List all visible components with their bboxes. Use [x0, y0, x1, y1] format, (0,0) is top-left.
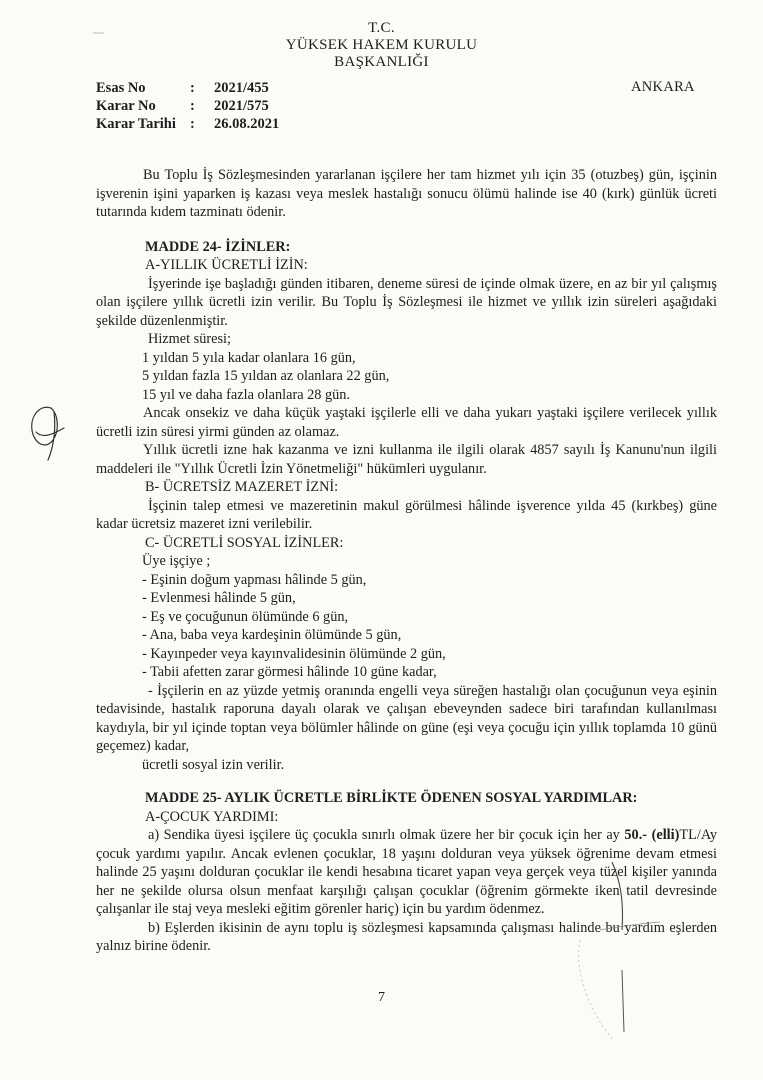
page-number: 7 [378, 990, 385, 1005]
service-label: Hizmet süresi; [148, 331, 231, 347]
header-line-institution: YÜKSEK HAKEM KURULU [285, 37, 478, 53]
intro-paragraph: Bu Toplu İş Sözleşmesinden yararlanan işçilere her tam hizmet yılı için 35 (otuzbeş) gün, işçinin işverenin işini yaparken iş kazası veya meslek hastalığı sonucu ölümü halinde ise 40 (kırk) günlük ücreti tutarında kıdem tazminatı ödenir. [96, 167, 717, 220]
madde-25-title: MADDE 25- AYLIK ÜCRETLE BİRLİKTE ÖDENEN SOSYAL YARDIMLAR: [145, 790, 638, 806]
text-run: TL/Ay çocuk yardımı yapılır. Ancak evlenen çocuklar, 18 yaşını dolduran veya yüksek öğrenime devam etmesi halinde 25 yaşını dolduran çocuklar ile kendi hesabına ticaret yapan veya gerçek veya tüzel kişiler yanında her ne şekilde olursa olsun menfaat karşılığı çalışan çocuklar (öğrenim görmekte iken tatil devresinde çalışanlar ile staj veya mesleki eğitim görenler hariç) için bu yardım ödenmez. [96, 827, 717, 917]
list-item: - Evlenmesi hâlinde 5 gün, [142, 590, 296, 606]
meta-row-tarih [96, 115, 279, 133]
meta-colon: : [190, 80, 195, 96]
service-list [96, 349, 717, 405]
list-item: 1 yıldan 5 yıla kadar olanlara 16 gün, [142, 349, 356, 366]
meta-value: 26.08.2021 [214, 116, 280, 132]
meta-label: Karar Tarihi [96, 116, 176, 132]
list-item: - Ana, baba veya kardeşinin ölümünde 5 gün, [142, 627, 402, 643]
document-body [96, 166, 717, 956]
madde-24-title: MADDE 24- İZİNLER: [145, 238, 291, 255]
header-line-tc: T.C. [368, 20, 395, 36]
list-item: 5 yıldan fazla 15 yıldan az olanlara 22 gün, [142, 368, 390, 384]
section-c-title: C- ÜCRETLİ SOSYAL İZİNLER: [145, 534, 344, 551]
list-item: - Kayınpeder veya kayınvalidesinin ölümünde 2 gün, [142, 645, 446, 662]
child-allowance-title: A-ÇOCUK YARDIMI: [145, 808, 279, 825]
section-b-title: B- ÜCRETSİZ MAZERET İZNİ: [145, 479, 339, 495]
list-label: Üye işçiye ; [142, 553, 211, 569]
scan-artifact-mark [92, 30, 106, 36]
meta-label: Karar No [96, 98, 156, 114]
unpaid-leave-paragraph: İşçinin talep etmesi ve mazeretinin makul görülmesi hâlinde işverence yılda 45 (kırkbeş) güne kadar ücretsiz mazeret izni verilebilir. [96, 497, 717, 532]
signature-stroke-mark [560, 860, 680, 1050]
handwritten-margin-mark [20, 402, 70, 464]
social-leave-closing: ücretli sosyal izin verilir. [142, 756, 285, 773]
city-label: ANKARA [631, 79, 695, 95]
amount-words: (elli) [651, 827, 680, 843]
social-leave-list [96, 552, 717, 682]
list-item: - Tabii afetten zarar görmesi hâlinde 10 güne kadar, [142, 664, 437, 680]
text-run: a) Sendika üyesi işçilere üç çocukla sınırlı olmak üzere her bir çocuk için her ay [148, 827, 625, 843]
law-paragraph: Yıllık ücretli izne hak kazanma ve izni kullanma ile ilgili olarak 4857 sayılı İş Kanunu'nun ilgili maddeleri ile "Yıllık Ücretli İzin Yönetmeliği" hükümleri uygulanır. [96, 442, 717, 477]
annual-leave-paragraph: İşyerinde işe başladığı günden itibaren, deneme süresi de içinde olmak üzere, en az bir yıl çalışmış olan işçilere yıllık ücretli izin verilir. Bu Toplu İş Sözleşmesi ile hizmet ve yıllık izin süreleri aşağıdaki şekilde düzenlenmiştir. [96, 275, 717, 329]
disabled-child-paragraph: - İşçilerin en az yüzde yetmiş oranında engelli veya süreğen hastalığı olan çocuğunun veya eşinin tedavisinde, hastalık raporuna dayalı olarak ve çalışan ebeveynden sadece biri tarafından kullanılması kaydıyla, bir yıl içinde toptan veya bölümler hâlinde on güne (eşi veya çocuğu için yıllık toplamda 10 günü geçemez) kadar, [96, 682, 717, 754]
meta-value: 2021/455 [214, 80, 269, 96]
document-header [0, 20, 763, 71]
amount-value: 50.- [624, 827, 648, 843]
meta-label: Esas No [96, 80, 146, 96]
meta-row-karar [96, 97, 279, 115]
spouse-paragraph: b) Eşlerden ikisinin de aynı toplu iş sözleşmesi kapsamında çalışması halinde bu yardım eşlerden yalnız birine ödenir. [96, 919, 717, 954]
header-line-office: BAŞKANLIĞI [334, 54, 429, 70]
meta-colon: : [190, 116, 195, 132]
meta-colon: : [190, 98, 195, 114]
age-paragraph: Ancak onsekiz ve daha küçük yaştaki işçilerle elli ve daha yukarı yaştaki işçilere verilecek yıllık ücretli izin süresi yirmi günden az olamaz. [96, 405, 717, 440]
case-meta [96, 79, 279, 133]
meta-value: 2021/575 [214, 98, 269, 114]
list-item: 15 yıl ve daha fazla olanlara 28 gün. [142, 386, 351, 403]
list-item: - Eşinin doğum yapması hâlinde 5 gün, [142, 571, 367, 588]
section-a-title: A-YILLIK ÜCRETLİ İZİN: [145, 257, 308, 273]
list-item: - Eş ve çocuğunun ölümünde 6 gün, [142, 608, 349, 625]
meta-row-esas [96, 79, 279, 97]
